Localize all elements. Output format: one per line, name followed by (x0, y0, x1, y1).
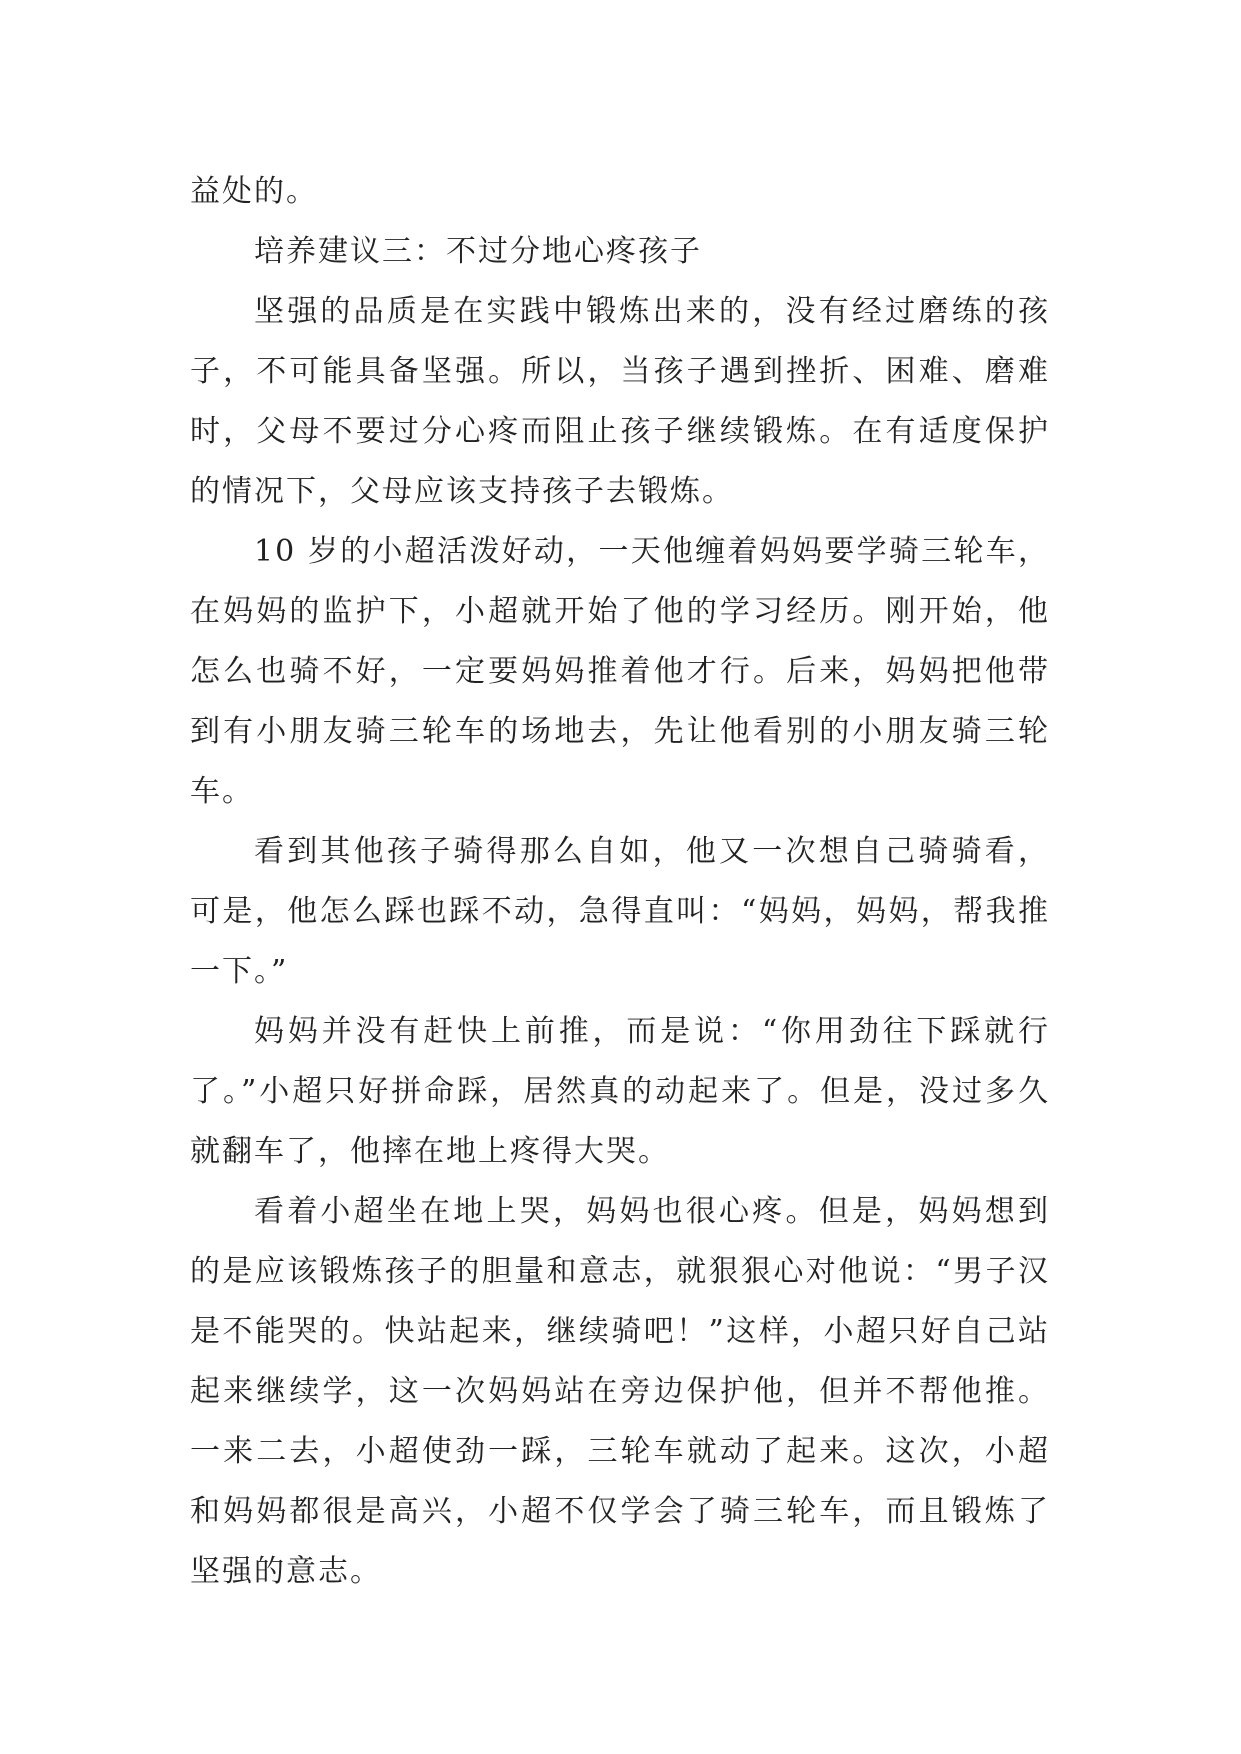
paragraph: 看着小超坐在地上哭，妈妈也很心疼。但是，妈妈想到的是应该锻炼孩子的胆量和意志，就狠狠心对他说：“男子汉是不能哭的。快站起来，继续骑吧！”这样，小超只好自己站起来继续学，这一次妈妈站在旁边保护他，但并不帮他推。一来二去，小超使劲一踩，三轮车就动了起来。这次，小超和妈妈都很是高兴，小超不仅学会了骑三轮车，而且锻炼了坚强的意志。 (190, 1194, 1050, 1589)
paragraph: 看到其他孩子骑得那么自如，他又一次想自己骑骑看，可是，他怎么踩也踩不动，急得直叫：“妈妈，妈妈，帮我推一下。” (190, 834, 1050, 989)
document-body (190, 162, 1050, 1602)
paragraph: 10 岁的小超活泼好动，一天他缠着妈妈要学骑三轮车，在妈妈的监护下，小超就开始了他的学习经历。刚开始，他怎么也骑不好，一定要妈妈推着他才行。后来，妈妈把他带到有小朋友骑三轮车的场地去，先让他看别的小朋友骑三轮车。 (190, 534, 1050, 809)
paragraph: 妈妈并没有赶快上前推，而是说：“你用劲往下踩就行了。”小超只好拼命踩，居然真的动起来了。但是，没过多久就翻车了，他摔在地上疼得大哭。 (190, 1014, 1050, 1169)
paragraph: 坚强的品质是在实践中锻炼出来的，没有经过磨练的孩子，不可能具备坚强。所以，当孩子遇到挫折、困难、磨难时，父母不要过分心疼而阻止孩子继续锻炼。在有适度保护的情况下，父母应该支持孩子去锻炼。 (190, 294, 1050, 509)
paragraph-continuation: 益处的。 (190, 174, 318, 209)
section-heading: 培养建议三：不过分地心疼孩子 (254, 234, 702, 269)
